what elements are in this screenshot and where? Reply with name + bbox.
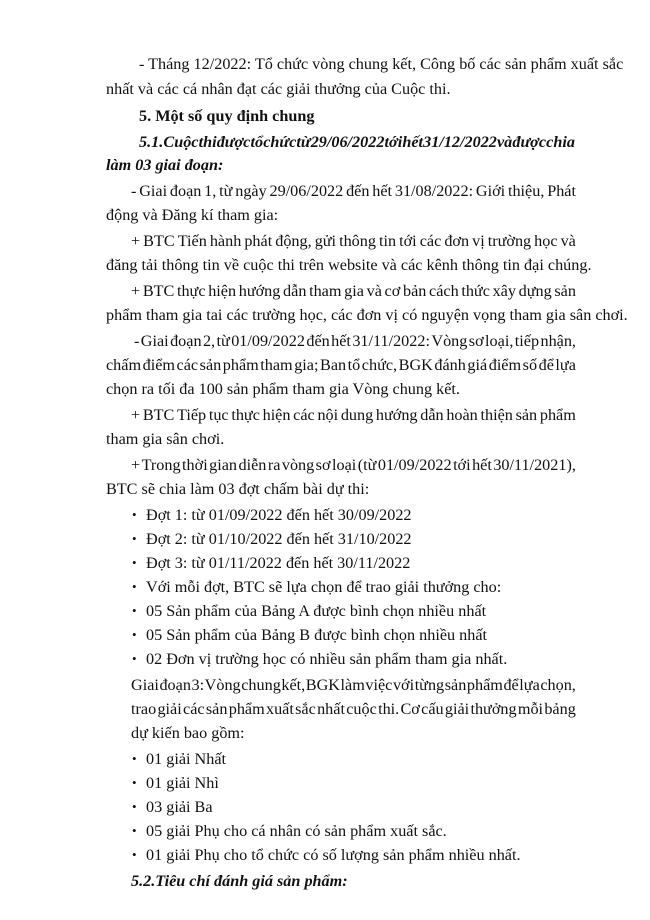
bullet-icon: • (132, 823, 137, 838)
bullet-icon: • (132, 751, 137, 766)
text-line: BTC sẽ chia làm 03 đợt chấm bài dự thi: (106, 480, 370, 498)
text-line: Giai đoạn 3: Vòng chung kết, BGK làm việc với từng sản phẩm để lựa chọn, (131, 676, 576, 694)
bullet-icon: • (132, 651, 137, 666)
text-line: động và Đăng kí tham gia: (106, 206, 279, 224)
list-item: 05 Sản phẩm của Bảng B được bình chọn nhiều nhất (146, 626, 488, 644)
list-item: 05 giải Phụ cho cá nhân có sản phẩm xuất sắc. (146, 822, 447, 840)
text-line: + BTC Tiến hành phát động, gửi thông tin tới các đơn vị trường học và (131, 232, 576, 250)
list-item: 01 giải Phụ cho tổ chức có số lượng sản phẩm nhiều nhất. (146, 846, 521, 864)
subsection-heading: 5.2.Tiêu chí đánh giá sản phẩm: (131, 872, 348, 890)
list-item: 01 giải Nhì (146, 774, 219, 792)
list-item: Đợt 1: từ 01/09/2022 đến hết 30/09/2022 (146, 506, 412, 524)
text-line: đăng tải thông tin về cuộc thi trên website và các kênh thông tin đại chúng. (106, 256, 592, 274)
text-line: dự kiến bao gồm: (131, 724, 245, 742)
text-line: + BTC Tiếp tục thực hiện các nội dung hướng dẫn hoàn thiện sản phẩm (131, 406, 576, 424)
subsection-heading: 5.1. Cuộc thi được tổ chức từ 29/06/2022 tới hết 31/12/2022 và được chia (139, 133, 575, 151)
text-line: - Giai đoạn 1, từ ngày 29/06/2022 đến hết 31/08/2022: Giới thiệu, Phát (131, 182, 576, 200)
text-line: - Giai đoạn 2, từ 01/09/2022 đến hết 31/11/2022: Vòng sơ loại, tiếp nhận, (134, 332, 576, 350)
list-item: 03 giải Ba (146, 798, 213, 816)
text-line: chấm điểm các sản phẩm tham gia; Ban tổ chức, BGK đánh giá điểm số để lựa (106, 356, 576, 374)
bullet-icon: • (132, 627, 137, 642)
text-line: trao giải các sản phẩm xuất sắc nhất cuộc thi. Cơ cấu giải thưởng mỗi bảng (131, 700, 576, 718)
text-line: - Tháng 12/2022: Tổ chức vòng chung kết, Công bố các sản phẩm xuất sắc (139, 55, 624, 73)
list-item: Đợt 2: từ 01/10/2022 đến hết 31/10/2022 (146, 530, 412, 548)
list-item: 02 Đơn vị trường học có nhiều sản phẩm tham gia nhất. (146, 650, 508, 668)
bullet-icon: • (132, 531, 137, 546)
bullet-icon: • (132, 507, 137, 522)
bullet-icon: • (132, 603, 137, 618)
bullet-icon: • (132, 579, 137, 594)
bullet-icon: • (132, 847, 137, 862)
bullet-icon: • (132, 799, 137, 814)
list-item: 01 giải Nhất (146, 750, 227, 768)
text-line: + Trong thời gian diễn ra vòng sơ loại (từ 01/09/2022 tới hết 30/11/2021), (131, 456, 576, 474)
text-line: chọn ra tối đa 100 sản phẩm tham gia Vòng chung kết. (106, 380, 460, 398)
bullet-icon: • (132, 775, 137, 790)
text-line: + BTC thực hiện hướng dẫn tham gia và cơ bản cách thức xây dựng sản (131, 282, 576, 300)
text-line: nhất và các cá nhân đạt các giải thưởng của Cuộc thi. (106, 80, 451, 98)
subsection-heading: làm 03 giai đoạn: (106, 156, 224, 174)
text-line: phẩm tham gia tai các trường học, các đơn vị có nguyện vọng tham gia sân chơi. (106, 306, 628, 324)
list-item: 05 Sản phẩm của Bảng A được bình chọn nhiều nhất (146, 602, 487, 620)
list-item: Với mỗi đợt, BTC sẽ lựa chọn để trao giải thưởng cho: (146, 578, 502, 596)
text-line: tham gia sân chơi. (106, 430, 225, 448)
list-item: Đợt 3: từ 01/11/2022 đến hết 30/11/2022 (146, 554, 411, 572)
bullet-icon: • (132, 555, 137, 570)
section-heading: 5. Một số quy định chung (139, 107, 315, 125)
